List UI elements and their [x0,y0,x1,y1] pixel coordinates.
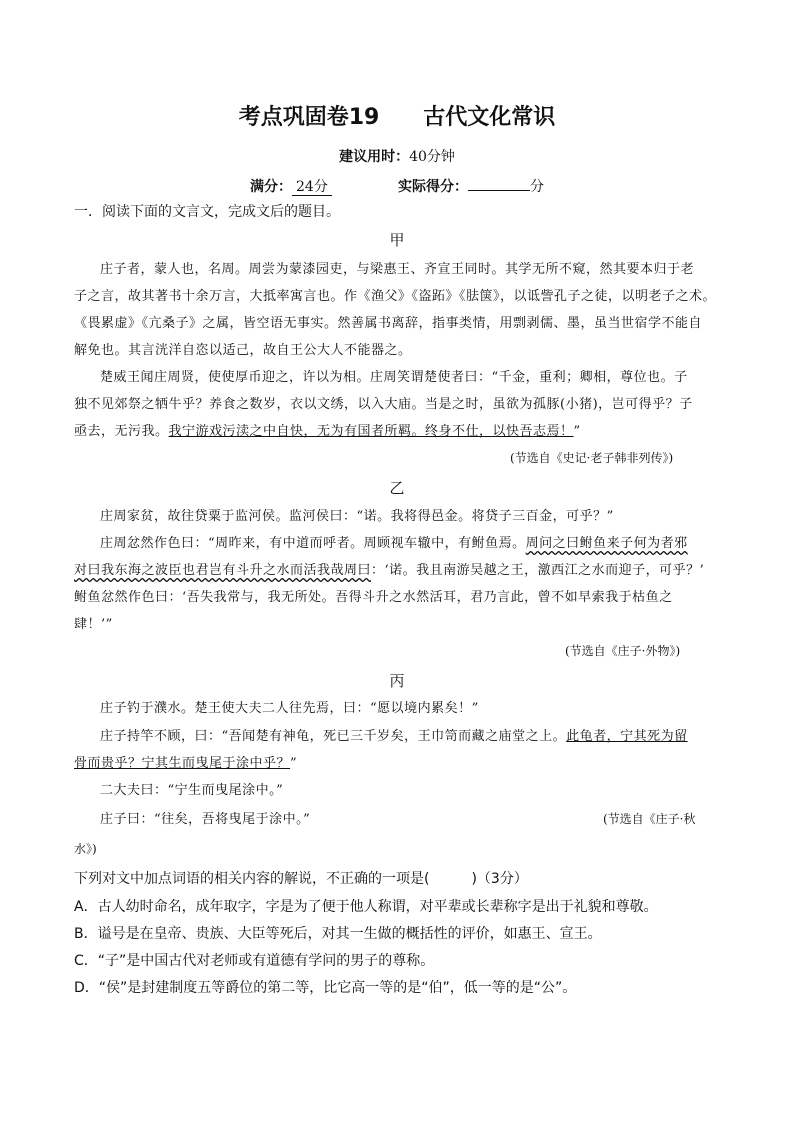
section-instruction: 一．阅读下面的文言文，完成文后的题目。 [74,204,340,220]
passage-yi-heading: 乙 [389,479,405,497]
bing-source: (节选自《庄子·秋 [603,812,696,826]
bing-p4-line: 二大夫曰：“宁生而曳尾涂中。” [100,783,284,798]
passage-jia-heading: 甲 [389,231,405,249]
option-b[interactable]: B．谥号是在皇帝、贵族、大臣等死后，对其一生做的概括性的评价，如惠王、宣王。 [74,926,602,942]
yi-p2-plain: 庄周忿然作色曰：“周昨来，有中道而呼者。周顾视车辙中，有鲋鱼焉。 [100,536,526,551]
jia-p1-line: 《畏累虚》《亢桑子》之属，皆空语无事实。然善属书离辞，指事类情，用剽剥儒、墨，虽当世宿学不能自 [74,316,703,331]
passage-bing-heading: 丙 [389,672,405,690]
bing-p2-plain: 庄子持竿不顾，曰：“吾闻楚有神龟，死已三千岁矣，王巾笥而藏之庙堂之上。 [100,729,567,744]
jia-p2-line: 楚威王闻庄周贤，使使厚币迎之，许以为相。庄周笑谓楚使者曰：“千金，重利；卿相，尊位也。子 [100,370,688,385]
bing-source-continued: 水》) [74,842,97,856]
yi-source: (节选自《庄子·外物》) [565,644,681,658]
jia-p2-end: ” [573,424,581,439]
yi-wavy-sentence: 对曰我东海之波臣也君岂有斗升之水而活我哉周曰 [74,563,372,578]
bing-underlined-sentence: 骨而贵乎？宁其生而曳尾于涂中乎？ [74,756,291,771]
suggested-time-label: 建议用时： [339,149,410,165]
jia-p1-line: 解免也。其言洸洋自恣以适己，故自王公大人不能器之。 [74,343,412,358]
bing-underlined-sentence: 此龟者，宁其死为留 [566,729,688,744]
yi-p3-plain: ：‘诺。我且南游吴越之王，激西江之水而迎子，可乎？’ [371,563,705,578]
actual-score-unit: 分 [530,179,544,195]
jia-p2-last-line [74,420,581,439]
yi-p4-line: 鲋鱼忿然作色曰：‘吾失我常与，我无所处。吾得斗升之水然活耳，君乃言此，曾不如早索我于枯鱼之 [74,590,673,605]
suggested-time [0,146,794,166]
bing-p3-end: ” [290,756,298,771]
yi-p1-line: 庄周家贫，故往贷粟于监河侯。监河侯曰：“诺。我将得邑金。将贷子三百金，可乎？” [100,509,614,524]
full-score-label: 满分： [250,179,292,195]
jia-p1-line: 子之言，故其著书十余万言，大抵率寓言也。作《渔父》《盗跖》《胠箧》，以诋訾孔子之徒，以明老子之术。 [74,289,717,304]
jia-p2-plain: 亟去，无污我。 [74,424,169,439]
actual-score-label: 实际得分： [398,179,468,195]
option-a[interactable]: A．古人幼时命名，成年取字，字是为了便于他人称谓，对平辈或长辈称字是出于礼貌和尊敬。 [74,899,658,915]
jia-p2-line: 独不见郊祭之牺牛乎？养食之数岁，衣以文绣，以入大庙。当是之时，虽欲为孤豚(小猪)，岂可得乎？子 [74,397,693,412]
jia-source: (节选自《史记·老子韩非列传》) [510,451,674,465]
yi-p3-line [74,559,704,578]
jia-p1-line: 庄子者，蒙人也，名周。周尝为蒙漆园吏，与梁惠王、齐宣王同时。其学无所不窥，然其要本归于老 [100,262,695,277]
suggested-time-value: 40分钟 [409,149,455,165]
option-d[interactable]: D．“侯”是封建制度五等爵位的第二等，比它高一等的是“伯”，低一等的是“公”。 [74,980,577,996]
option-c[interactable]: C．“子”是中国古代对老师或有道德有学问的男子的尊称。 [74,953,435,969]
bing-p1-line: 庄子钓于濮水。楚王使大夫二人往先焉，曰：“愿以境内累矣！” [100,701,479,716]
question-stem: 下列对文中加点词语的相关内容的解说，不正确的一项是( )（3分） [74,871,528,887]
bing-p2-line [100,725,688,744]
full-score [250,176,332,196]
jia-underlined-sentence: 我宁游戏污渎之中自快，无为有国者所羁。终身不仕，以快吾志焉！ [168,424,574,439]
actual-score-blank[interactable] [468,190,530,191]
actual-score [398,176,544,196]
yi-p5-line: 肆！’” [74,617,113,632]
bing-p5-line: 庄子曰：“往矣，吾将曳尾于涂中。” [100,812,311,827]
full-score-value: 24分 [292,179,332,196]
page-title: 考点巩固卷19 古代文化常识 [238,105,556,130]
bing-p3-line [74,752,297,771]
yi-p2-line [100,532,688,551]
yi-wavy-sentence: 周问之曰鲋鱼来子何为者邪 [525,536,688,551]
